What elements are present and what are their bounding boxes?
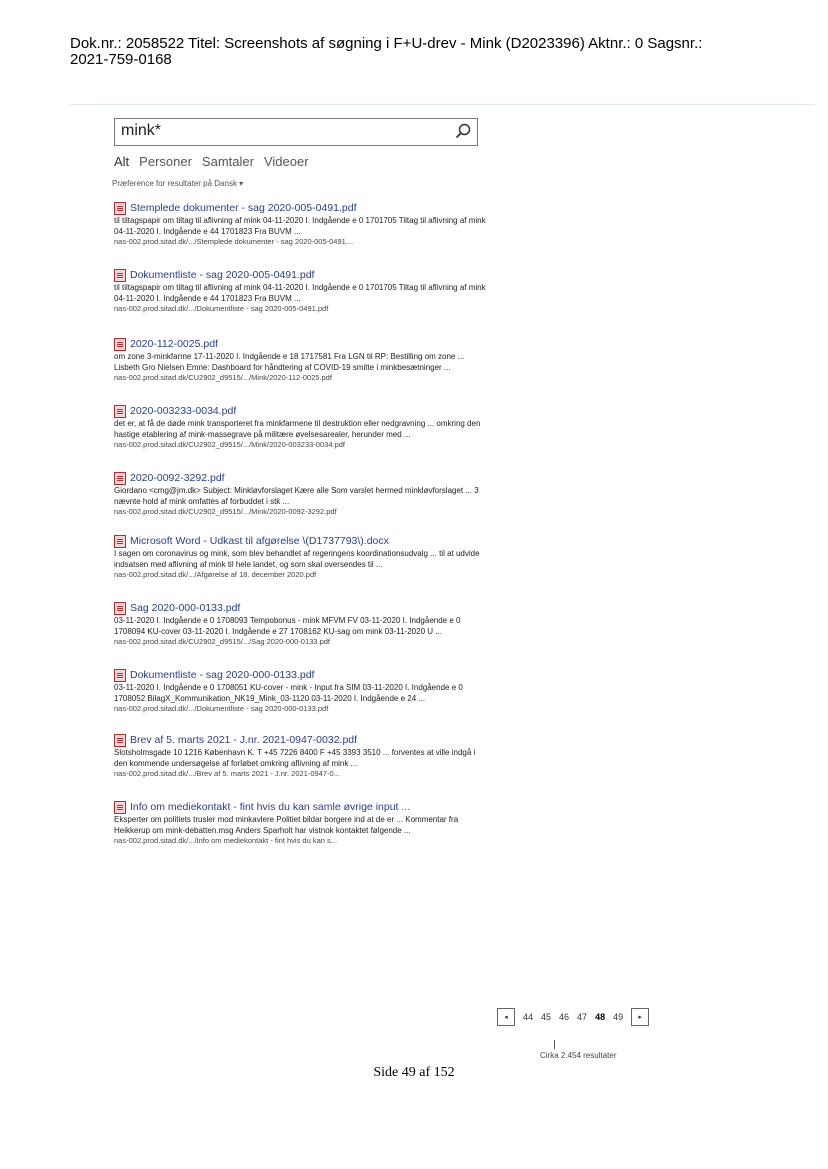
result-snippet: Slotsholmsgade 10 1216 København K. T +45 7226 8400 F +45 3393 3510 ... forventes at ville indgå i den kommende undersøgelse af forløbet omkring aflivning af mink ... bbox=[114, 748, 476, 768]
result-item bbox=[114, 535, 490, 580]
result-url: nas-002.prod.sitad.dk/CU2902_d9515/.../Mink/2020-112-0025.pdf bbox=[114, 373, 332, 382]
result-item bbox=[114, 338, 490, 383]
document-header bbox=[70, 36, 790, 68]
result-title-link[interactable]: Brev af 5. marts 2021 - J.nr. 2021-0947-0032.pdf bbox=[130, 734, 358, 746]
result-item bbox=[114, 269, 490, 314]
result-item bbox=[114, 669, 490, 714]
previous-page-button[interactable]: ◂ bbox=[497, 1008, 515, 1026]
pdf-file-icon bbox=[114, 472, 126, 485]
tab-alt[interactable]: Alt bbox=[114, 154, 130, 169]
result-url: nas-002.prod.sitad.dk/.../Dokumentliste - sag 2020-000-0133.pdf bbox=[114, 704, 329, 713]
tab-videoer[interactable]: Videoer bbox=[263, 154, 309, 169]
result-item bbox=[114, 472, 490, 517]
result-snippet: 03-11-2020 I. Indgående e 0 1708051 KU-cover - mink - Input fra SIM 03-11-2020 I. Indgående e 0 1708052 BilagX_Kommunikation_NK19_Mink_03-1120 03-11-2020 I. Indgående e 24 ... bbox=[114, 683, 463, 703]
result-title-link[interactable]: 2020-003233-0034.pdf bbox=[130, 405, 237, 417]
result-title-link[interactable]: Stemplede dokumenter - sag 2020-005-0491.pdf bbox=[130, 202, 357, 214]
result-url: nas-002.prod.sitad.dk/.../Info om mediekontakt - fint hvis du kan s... bbox=[114, 836, 338, 845]
result-url: nas-002.prod.sitad.dk/.../Stemplede dokumenter - sag 2020-005-0491.... bbox=[114, 237, 355, 246]
word-file-icon bbox=[114, 535, 126, 548]
result-url: nas-002.prod.sitad.dk/.../Brev af 5. marts 2021 - J.nr. 2021-0947-0... bbox=[114, 769, 340, 778]
result-item bbox=[114, 734, 490, 779]
page-number: Side 49 af 152 bbox=[373, 1065, 455, 1080]
result-snippet: Eksperter om politiets trusler mod minkavlere Politiet bildar borgere ind at de er ... Kommentar fra Heikkerup om mink-debatten.msg Anders Sparholt har vistnok kontaktet følgende ... bbox=[114, 815, 459, 835]
divider bbox=[70, 104, 815, 105]
result-title-link[interactable]: Microsoft Word - Udkast til afgørelse \(D1737793\).docx bbox=[130, 535, 389, 547]
email-file-icon bbox=[114, 801, 126, 814]
page-link-44[interactable]: 44 bbox=[523, 1012, 534, 1022]
result-item bbox=[114, 405, 490, 450]
result-snippet: til tiltagspapir om tiltag til aflivning af mink 04-11-2020 I. Indgående e 0 1701705 Tiltag til aflivning af mink 04-11-2020 I. Indgående e 44 1701823 Fra BUVM ... bbox=[114, 216, 486, 236]
page-link-48-current[interactable]: 48 bbox=[595, 1012, 606, 1022]
page-link-47[interactable]: 47 bbox=[577, 1012, 588, 1022]
result-title-link[interactable]: Info om mediekontakt - fint hvis du kan samle øvrige input ... bbox=[130, 801, 411, 813]
language-preference[interactable]: Præference for resultater på Dansk ▾ bbox=[112, 179, 244, 188]
page-link-46[interactable]: 46 bbox=[559, 1012, 570, 1022]
pdf-file-icon bbox=[114, 602, 126, 615]
result-title-link[interactable]: 2020-112-0025.pdf bbox=[130, 338, 218, 350]
result-title-link[interactable]: Sag 2020-000-0133.pdf bbox=[130, 602, 241, 614]
result-url: nas-002.prod.sitad.dk/CU2902_d9515/.../Sag 2020-000-0133.pdf bbox=[114, 637, 330, 646]
search-input[interactable] bbox=[115, 119, 447, 143]
search-screenshot bbox=[110, 118, 490, 846]
search-tabs bbox=[114, 154, 490, 169]
result-item bbox=[114, 202, 490, 247]
pdf-file-icon bbox=[114, 202, 126, 215]
result-url: nas-002.prod.sitad.dk/.../Afgørelse af 18. december 2020.pdf bbox=[114, 570, 317, 579]
result-snippet: I sagen om coronavirus og mink, som blev behandlet af regeringens koordinationsudvalg ... til at udvide indsatsen med aflivning af mink til hele landet, og som skal oversendes til ... bbox=[114, 549, 480, 569]
search-icon[interactable] bbox=[455, 123, 471, 139]
result-title-link[interactable]: 2020-0092-3292.pdf bbox=[130, 472, 225, 484]
search-box bbox=[114, 118, 478, 146]
result-snippet: til tiltagspapir om tiltag til aflivning af mink 04-11-2020 I. Indgående e 0 1701705 Tiltag til aflivning af mink 04-11-2020 I. Indgående e 44 1701823 Fra BUVM ... bbox=[114, 283, 486, 303]
pdf-file-icon bbox=[114, 405, 126, 418]
page-link-45[interactable]: 45 bbox=[541, 1012, 552, 1022]
result-title-link[interactable]: Dokumentliste - sag 2020-000-0133.pdf bbox=[130, 669, 315, 681]
pdf-file-icon bbox=[114, 734, 126, 747]
pdf-file-icon bbox=[114, 338, 126, 351]
tab-personer[interactable]: Personer bbox=[139, 154, 192, 169]
page-link-49[interactable]: 49 bbox=[613, 1012, 624, 1022]
document-header-line1: Dok.nr.: 2058522 Titel: Screenshots af søgning i F+U-drev - Mink (D2023396) Aktnr.: 0 Sagsnr.: bbox=[70, 35, 703, 52]
pdf-file-icon bbox=[114, 269, 126, 282]
pdf-file-icon bbox=[114, 669, 126, 682]
pagination bbox=[497, 1008, 649, 1026]
document-header-line2: 2021-759-0168 bbox=[70, 51, 172, 68]
result-url: nas-002.prod.sitad.dk/CU2902_d9515/.../Mink/2020-003233-0034.pdf bbox=[114, 440, 345, 449]
result-snippet: 03-11-2020 I. Indgående e 0 1708093 Tempobonus - mink MFVM FV 03-11-2020 I. Indgående e 0 1708094 KU-cover 03-11-2020 I. Indgående e 27 1708162 KU-sag om mink 03-11-2020 U ... bbox=[114, 616, 461, 636]
result-snippet: det er, at få de døde mink transporteret fra minkfarmene til destruktion eller nedgravning ... omkring den hastige etablering af mink-massegrave på militære øvelsesarealer, herunder med ... bbox=[114, 419, 481, 439]
tab-samtaler[interactable]: Samtaler bbox=[201, 154, 254, 169]
result-url: nas-002.prod.sitad.dk/CU2902_d9515/.../Mink/2020-0092-3292.pdf bbox=[114, 507, 337, 516]
result-snippet: Giordano <cmg@jm.dk> Subject: Minkløvforslaget Kære alle Som varslet hermed minkløvforslaget ... 3 nævnte hold af mink omfattes af forbuddet i stk ... bbox=[114, 486, 479, 506]
results-list bbox=[110, 202, 490, 846]
count-marker bbox=[554, 1040, 555, 1049]
result-item bbox=[114, 602, 490, 647]
result-count: Cirka 2.454 resultater bbox=[540, 1051, 617, 1060]
result-item bbox=[114, 801, 490, 846]
result-title-link[interactable]: Dokumentliste - sag 2020-005-0491.pdf bbox=[130, 269, 315, 281]
result-url: nas-002.prod.sitad.dk/.../Dokumentliste - sag 2020-005-0491.pdf bbox=[114, 304, 329, 313]
result-snippet: om zone 3-minkfarme 17-11-2020 I. Indgående e 18 1717581 Fra LGN til RP: Bestilling om zone ... Lisbeth Gro Nielsen Emne: Dashboard for håndtering af COVID-19 smitte i minkbesætninger ... bbox=[114, 352, 465, 372]
next-page-button[interactable]: ▸ bbox=[631, 1008, 649, 1026]
